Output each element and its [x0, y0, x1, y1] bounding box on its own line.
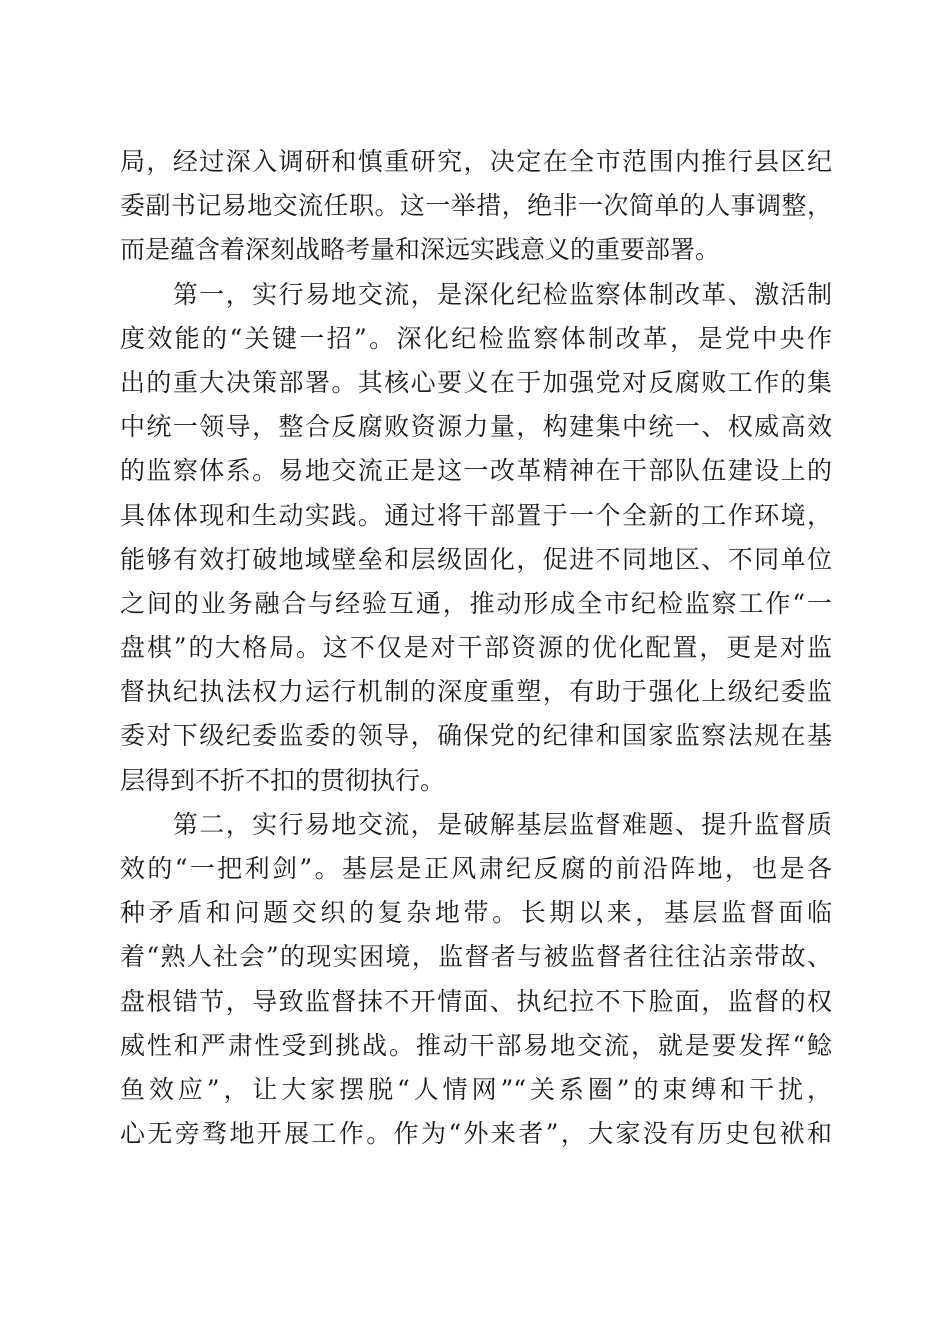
text-line: 具体体现和生动实践。通过将干部置于一个全新的工作环境，	[120, 500, 832, 530]
text-line: 度效能的“关键一招”。深化纪检监察体制改革，是党中央作	[120, 323, 832, 353]
text-line: 层得到不折不扣的贯彻执行。	[120, 765, 446, 795]
text-line: 第二，实行易地交流，是破解基层监督难题、提升监督质	[120, 809, 832, 839]
text-line: 出的重大决策部署。其核心要义在于加强党对反腐败工作的集	[120, 367, 832, 397]
text-line: 局，经过深入调研和慎重研究，决定在全市范围内推行县区纪	[120, 147, 832, 176]
text-line: 盘棋”的大格局。这不仅是对干部资源的优化配置，更是对监	[120, 633, 832, 663]
text-line: 委对下级纪委监委的领导，确保党的纪律和国家监察法规在基	[120, 721, 832, 751]
text-line: 种矛盾和问题交织的复杂地带。长期以来，基层监督面临	[120, 898, 832, 928]
text-line: 鱼效应”，让大家摆脱“人情网”“关系圈”的束缚和干扰，	[120, 1074, 832, 1104]
text-line: 盘根错节，导致监督抹不开情面、执纪拉不下脸面，监督的权	[120, 986, 832, 1016]
text-line: 能够有效打破地域壁垒和层级固化，促进不同地区、不同单位	[120, 544, 832, 574]
text-line: 而是蕴含着深刻战略考量和深远实践意义的重要部署。	[120, 235, 721, 265]
text-line: 的监察体系。易地交流正是这一改革精神在干部队伍建设上的	[120, 456, 832, 486]
text-line: 心无旁骛地开展工作。作为“外来者”，大家没有历史包袱和	[120, 1119, 832, 1149]
text-line: 第一，实行易地交流，是深化纪检监察体制改革、激活制	[120, 279, 832, 309]
text-line: 着“熟人社会”的现实困境，监督者与被监督者往往沾亲带故、	[120, 942, 832, 972]
text-line: 委副书记易地交流任职。这一举措，绝非一次简单的人事调整，	[120, 191, 832, 221]
text-line: 中统一领导，整合反腐败资源力量，构建集中统一、权威高效	[120, 412, 832, 442]
text-line: 效的“一把利剑”。基层是正风肃纪反腐的前沿阵地，也是各	[120, 854, 832, 883]
text-line: 威性和严肃性受到挑战。推动干部易地交流，就是要发挥“鲶	[120, 1030, 832, 1060]
text-line: 督执纪执法权力运行机制的深度重塑，有助于强化上级纪委监	[120, 677, 832, 707]
text-line: 之间的业务融合与经验互通，推动形成全市纪检监察工作“一	[120, 588, 832, 618]
document-body	[120, 140, 832, 1156]
